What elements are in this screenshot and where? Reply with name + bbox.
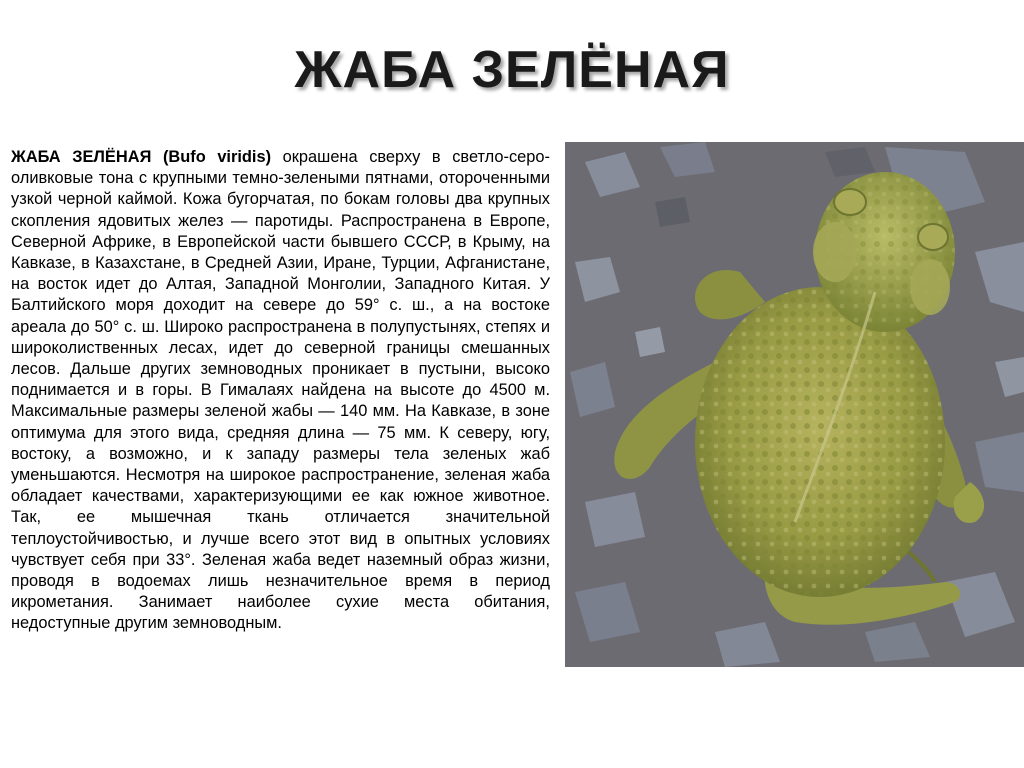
lead-common-name: ЖАБА ЗЕЛЁНАЯ xyxy=(11,148,152,166)
toad-eye-left xyxy=(834,189,866,215)
green-toad-photo xyxy=(565,142,1024,667)
body-text xyxy=(11,147,550,635)
toad-eye-right xyxy=(918,224,948,250)
body-description: окрашена сверху в светло-серо-оливковые тона с крупными темно-зелеными пятнами, отороченными узкой черной каймой. Кожа бугорчатая, по бокам головы два крупных скопления ядовитых желез — паротиды. Распространена в Европе, Северной Африке, в Европейской части бывшего СССР, в Крыму, на Кавказе, в Казахстане, в Средней Азии, Иране, Турции, Афганистане, на восток идет до Алтая, Западной Монголии, Западного Китая. У Балтийского моря доходит на севере до 59° с. ш., а на востоке ареала до 50° с. ш. Широко распространена в полупустынях, степях и широколиственных лесах, идет до северной границы смешанных лесов. Дальше других земноводных проникает в пустыни, высоко поднимается и в горы. В Гималаях найдена на высоте до 4500 м. Максимальные размеры зеленой жабы — 140 мм. На Кавказе, в зоне оптимума для этого вида, средняя длина — 75 мм. К северу, югу, востоку, а возможно, и к западу размеры тела зеленых жаб уменьшаются. Несмотря на широкое распространение, зеленая жаба обладает качествами, характеризующими ее как южное животное. Так, ее мышечная ткань отличается значительной теплоустойчивостью, и лучше всего этот вид в опытных условиях чувствует себя при 33°. Зеленая жаба ведет наземный образ жизни, проводя в водоемах лишь незначительное время в период икрометания. Занимает наиболее сухие места обитания, недоступные другим земноводным. xyxy=(11,148,550,633)
lead-latin-name: (Bufo viridis) xyxy=(162,148,272,166)
toad-illustration xyxy=(565,142,1024,667)
slide-title: ЖАБА ЗЕЛЁНАЯ xyxy=(294,41,730,99)
